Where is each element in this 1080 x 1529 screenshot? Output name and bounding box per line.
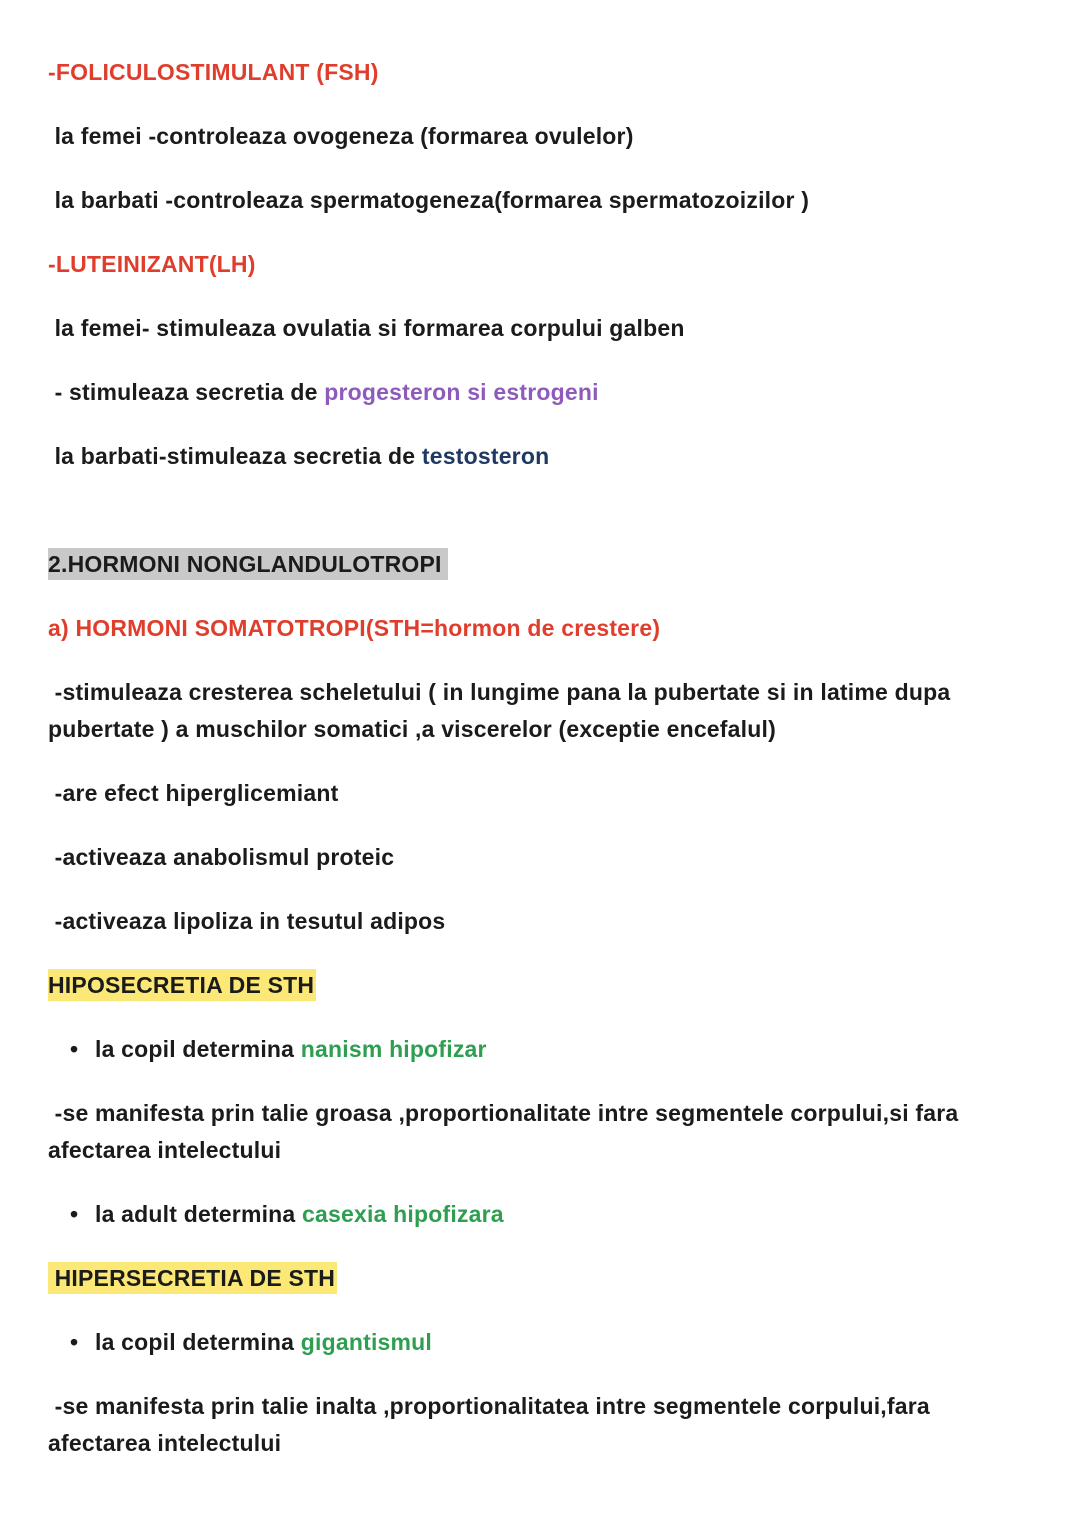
text-segment: -LUTEINIZANT(LH) bbox=[48, 251, 256, 277]
text-line bbox=[48, 182, 1034, 219]
text-segment: la femei -controleaza ovogeneza (formarea ovulelor) bbox=[48, 123, 634, 149]
text-segment: casexia hipofizara bbox=[302, 1201, 504, 1227]
text-segment: la barbati -controleaza spermatogeneza(formarea spermatozoizilor ) bbox=[48, 187, 810, 213]
text-line bbox=[48, 1260, 1034, 1297]
text-segment: -FOLICULOSTIMULANT (FSH) bbox=[48, 59, 379, 85]
text-line bbox=[48, 903, 1034, 940]
text-line bbox=[48, 1388, 1034, 1462]
spacer bbox=[48, 502, 1034, 546]
text-segment: -are efect hiperglicemiant bbox=[48, 780, 339, 806]
text-line bbox=[48, 610, 1034, 647]
text-line bbox=[48, 967, 1034, 1004]
text-line bbox=[48, 1095, 1034, 1169]
text-segment: HIPERSECRETIA DE STH bbox=[48, 1262, 337, 1294]
text-line bbox=[48, 438, 1034, 475]
text-line bbox=[48, 775, 1034, 812]
text-line bbox=[48, 374, 1034, 411]
bullet-marker: • bbox=[70, 1036, 79, 1062]
text-line bbox=[48, 674, 1034, 748]
text-segment: -se manifesta prin talie inalta ,proportionalitatea intre segmentele corpului,fara afectarea intelectului bbox=[48, 1393, 937, 1456]
text-segment: 2.HORMONI NONGLANDULOTROPI bbox=[48, 548, 448, 580]
text-line bbox=[48, 839, 1034, 876]
text-line bbox=[48, 546, 1034, 583]
bullet-marker: • bbox=[70, 1329, 79, 1355]
text-segment: la adult determina bbox=[95, 1201, 303, 1227]
text-segment: -se manifesta prin talie groasa ,proportionalitate intre segmentele corpului,si fara afectarea intelectului bbox=[48, 1100, 965, 1163]
text-segment: testosteron bbox=[421, 443, 550, 469]
text-segment: -stimuleaza cresterea scheletului ( in lungime pana la pubertate si in latime dupa pubertate ) a muschilor somatici ,a viscerelor (exceptie encefalul) bbox=[48, 679, 957, 742]
text-line bbox=[48, 54, 1034, 91]
text-segment: progesteron si estrogeni bbox=[324, 379, 599, 405]
text-segment: la copil determina bbox=[95, 1329, 301, 1355]
text-segment: a) HORMONI SOMATOTROPI(STH=hormon de crestere) bbox=[48, 615, 661, 641]
text-segment: nanism hipofizar bbox=[300, 1036, 487, 1062]
text-line bbox=[48, 118, 1034, 155]
text-segment: gigantismul bbox=[300, 1329, 433, 1355]
text-segment: HIPOSECRETIA DE STH bbox=[48, 969, 316, 1001]
text-line bbox=[48, 246, 1034, 283]
text-segment: -activeaza lipoliza in tesutul adipos bbox=[48, 908, 446, 934]
text-segment: - stimuleaza secretia de bbox=[48, 379, 325, 405]
text-line bbox=[48, 310, 1034, 347]
text-segment: la copil determina bbox=[95, 1036, 301, 1062]
text-segment: la femei- stimuleaza ovulatia si formarea corpului galben bbox=[48, 315, 685, 341]
bullet-line bbox=[48, 1196, 1034, 1233]
document-body bbox=[48, 54, 1034, 1462]
text-segment: -activeaza anabolismul proteic bbox=[48, 844, 395, 870]
bullet-line bbox=[48, 1031, 1034, 1068]
bullet-line bbox=[48, 1324, 1034, 1361]
text-segment: la barbati-stimuleaza secretia de bbox=[48, 443, 422, 469]
bullet-marker: • bbox=[70, 1201, 79, 1227]
